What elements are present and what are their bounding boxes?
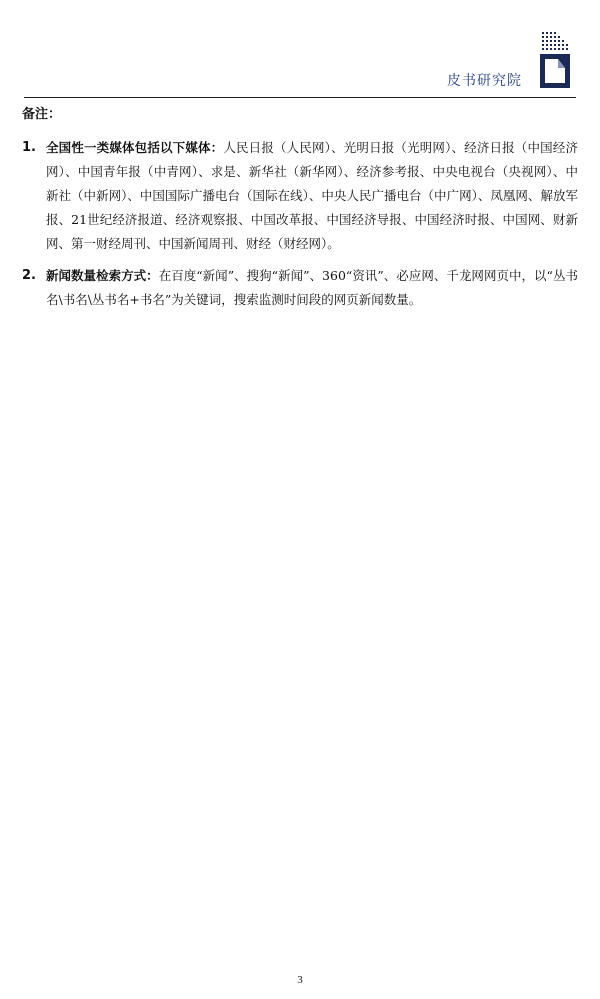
notes-title: 备注： (22, 107, 62, 122)
note-lead: 全国性一类媒体包括以下媒体： (46, 140, 224, 155)
note-number: 1. (22, 140, 36, 155)
note-item-2 (22, 264, 578, 312)
page-number: 3 (297, 974, 303, 986)
note-number: 2. (22, 268, 36, 283)
notes-section (22, 104, 578, 320)
brand-name: 皮书研究院 (447, 73, 522, 89)
note-lead: 新闻数量检索方式： (46, 268, 159, 283)
note-body: 在百度“新闻”、搜狗“新闻”、360“资讯”、必应网、千龙网网页中，以“丛书名\书名\丛书名+书名”为关键词，搜索监测时间段的网页新闻数量。 (46, 268, 578, 307)
header-rule (24, 97, 576, 98)
page-header (24, 30, 576, 98)
pishu-logo-icon (536, 30, 576, 90)
note-body: 人民日报（人民网）、光明日报（光明网）、经济日报（中国经济网）、中国青年报（中青网）、求是、新华社（新华网）、经济参考报、中央电视台（央视网）、中新社（中新网）、中国国际广播电台（国际在线）、中央人民广播电台（中广网）、凤凰网、解放军报、21世纪经济报道、经济观察报、中国改革报、中国经济导报、中国经济时报、中国网、财新网、第一财经周刊、中国新闻周刊、财经（财经网）。 (46, 140, 578, 251)
note-item-1 (22, 136, 578, 256)
